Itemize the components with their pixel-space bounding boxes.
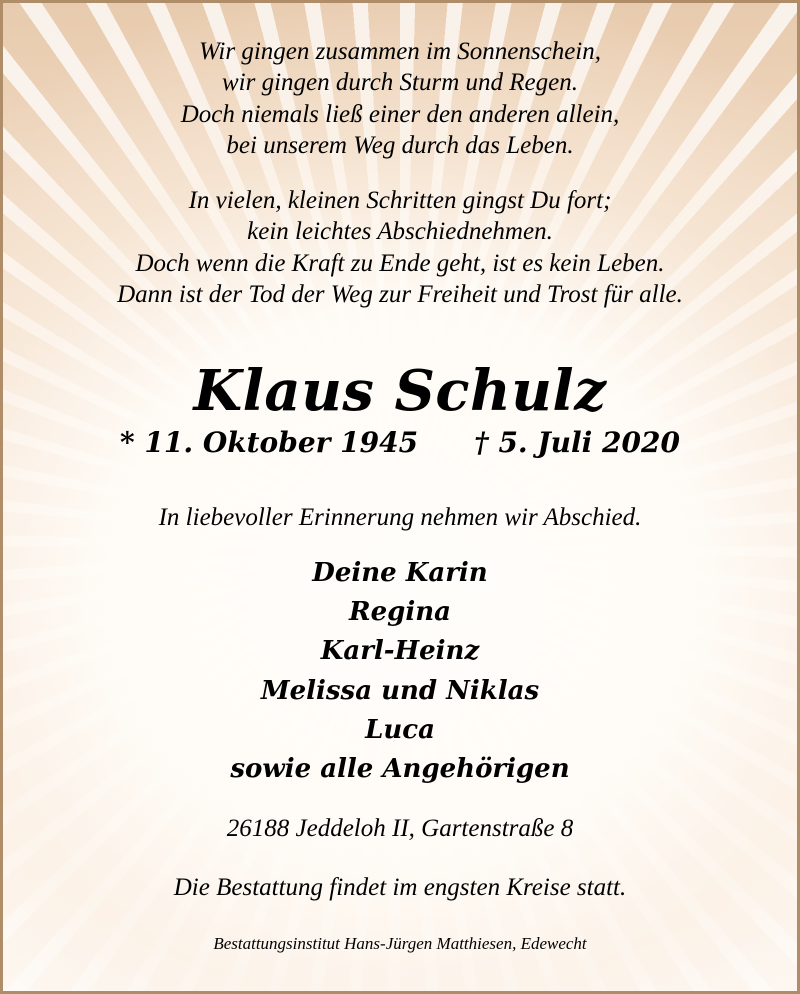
birth-date: * 11. Oktober 1945 <box>119 426 419 459</box>
poem-line: bei unserem Weg durch das Leben. <box>226 132 574 160</box>
poem-line: wir gingen durch Sturm und Regen. <box>222 69 578 97</box>
poem-line: Doch niemals ließ einer den anderen allein, <box>180 100 620 128</box>
farewell-line: In liebevoller Erinnerung nehmen wir Abschied. <box>158 504 642 531</box>
mourner-name: Melissa und Niklas <box>260 675 540 706</box>
poem-line: kein leichtes Abschiednehmen. <box>247 218 553 246</box>
mourners-list <box>3 554 797 789</box>
family-address: 26188 Jeddeloh II, Gartenstraße 8 <box>226 815 574 842</box>
poem-line: In vielen, kleinen Schritten gingst Du fort; <box>188 187 612 214</box>
mourner-name: Deine Karin <box>312 558 488 588</box>
life-dates <box>3 423 797 463</box>
poem-line: Dann ist der Tod der Weg zur Freiheit und Trost für alle. <box>117 281 683 309</box>
poem-stanza-1 <box>3 36 797 162</box>
mourner-name: Karl-Heinz <box>320 636 480 667</box>
mourner-name: sowie alle Angehörigen <box>230 754 570 785</box>
deceased-name: Klaus Schulz <box>193 358 607 424</box>
death-date: † 5. Juli 2020 <box>474 426 680 459</box>
poem-line: Wir gingen zusammen im Sonnenschein, <box>198 38 602 65</box>
poem-stanza-2 <box>3 185 797 311</box>
funeral-home: Bestattungsinstitut Hans-Jürgen Matthiesen, Edewecht <box>213 934 587 953</box>
funeral-note: Die Bestattung findet im engsten Kreise statt. <box>173 874 627 901</box>
poem-line: Doch wenn die Kraft zu Ende geht, ist es kein Leben. <box>135 249 665 277</box>
mourner-name: Regina <box>349 597 451 628</box>
mourner-name: Luca <box>365 714 435 745</box>
